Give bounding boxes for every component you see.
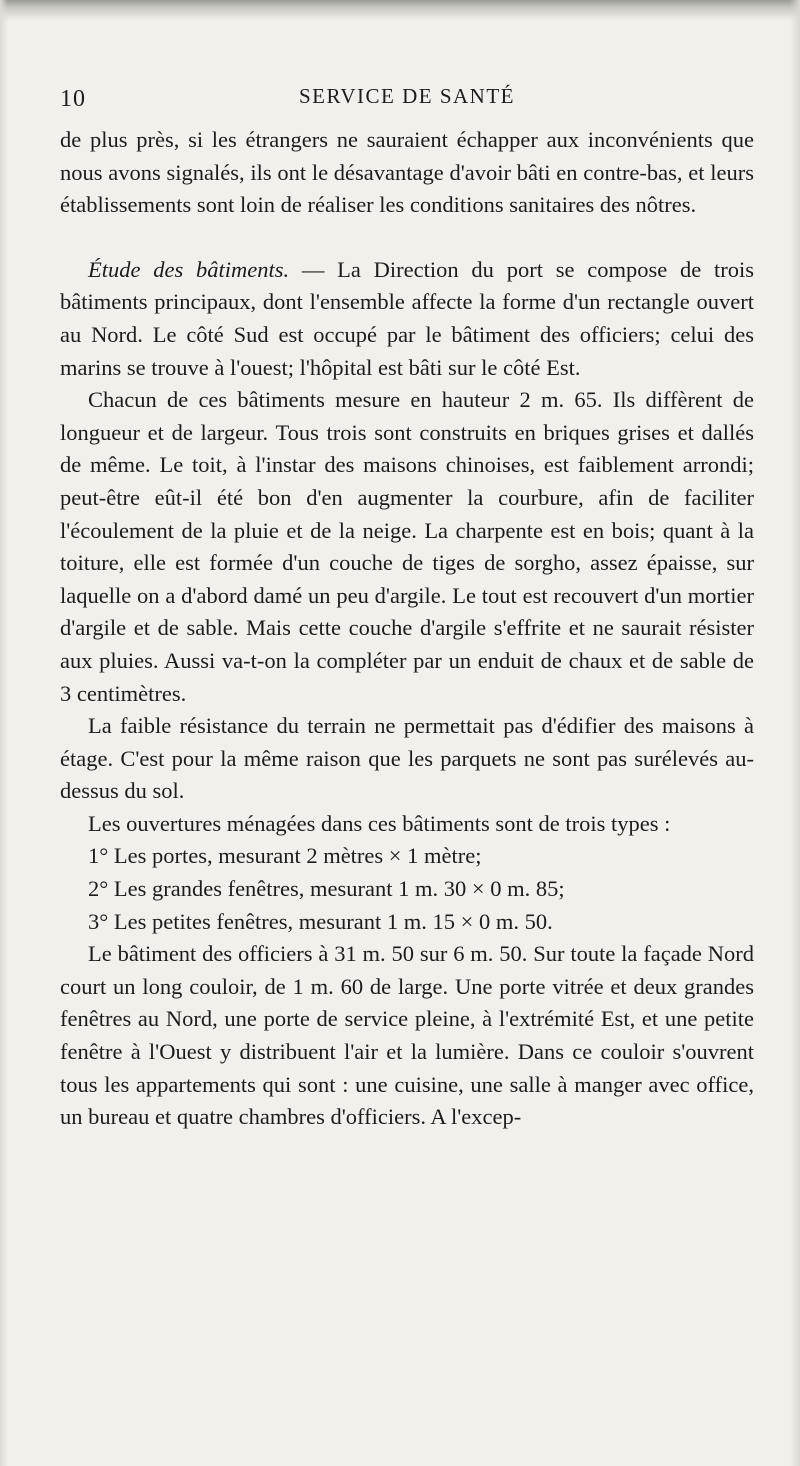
paragraph-5: Les ouvertures ménagées dans ces bâtiments sont de trois types : xyxy=(88,810,671,836)
paragraph-3: Chacun de ces bâtiments mesure en hauteur 2 m. 65. Ils diffèrent de longueur et de largeur. Tous trois sont construits en briques grises et dallés de même. Le toit, à l'instar des maisons chinoises, est faiblement arrondi; peut-être eût-il été bon d'en augmenter la courbure, afin de faciliter l'écoulement de la pluie et de la neige. La charpente est en bois; quant à la toiture, elle est formée d'un couche de tiges de sorgho, assez épaisse, sur laquelle on a d'abord damé un peu d'argile. Le tout est recouvert d'un mortier d'argile et de sable. Mais cette couche d'argile s'effrite et ne saurait résister aux pluies. Aussi va-t-on la compléter par un enduit de chaux et de sable de 3 centimètres. xyxy=(60,387,754,706)
list-item: 3° Les petites fenêtres, mesurant 1 m. 15 × 0 m. 50. xyxy=(88,908,553,934)
scan-edge-top xyxy=(0,0,800,22)
page-body xyxy=(60,124,754,1134)
scan-edge-right xyxy=(790,0,800,1466)
page-header xyxy=(60,84,754,120)
openings-list xyxy=(60,840,754,938)
paragraph-4: La faible résistance du terrain ne permettait pas d'édifier des maisons à étage. C'est pour la même raison que les parquets ne sont pas surélevés au-dessus du sol. xyxy=(60,713,754,804)
page-number: 10 xyxy=(60,86,86,112)
running-head: SERVICE DE SANTÉ xyxy=(299,84,515,108)
paragraph-6: Le bâtiment des officiers à 31 m. 50 sur 6 m. 50. Sur toute la façade Nord court un long couloir, de 1 m. 60 de large. Une porte vitrée et deux grandes fenêtres au Nord, une porte de service pleine, à l'extrémité Est, et une petite fenêtre à l'Ouest y distribuent l'air et la lumière. Dans ce couloir s'ouvrent tous les appartements qui sont : une cuisine, une salle à manger avec office, un bureau et quatre chambres d'officiers. A l'excep- xyxy=(60,941,754,1130)
list-item: 2° Les grandes fenêtres, mesurant 1 m. 30 × 0 m. 85; xyxy=(88,876,565,902)
paragraph-2-text: — La Direction du port se compose de trois bâtiments principaux, dont l'ensemble affecte la forme d'un rectangle ouvert au Nord. Le côté Sud est occupé par le bâtiment des officiers; celui des marins se trouve à l'ouest; l'hôpital est bâti sur le côté Est. xyxy=(60,256,754,380)
section-heading: Étude des bâtiments. xyxy=(88,256,290,282)
paragraph-1: de plus près, si les étrangers ne sauraient échapper aux inconvénients que nous avons signalés, ils ont le désavantage d'avoir bâti en contre-bas, et leurs établissements sont loin de réaliser les conditions sanitaires des nôtres. xyxy=(60,127,754,218)
scan-edge-left xyxy=(0,0,8,1466)
list-item: 1° Les portes, mesurant 2 mètres × 1 mètre; xyxy=(88,843,482,869)
paragraph-2 xyxy=(60,254,754,384)
